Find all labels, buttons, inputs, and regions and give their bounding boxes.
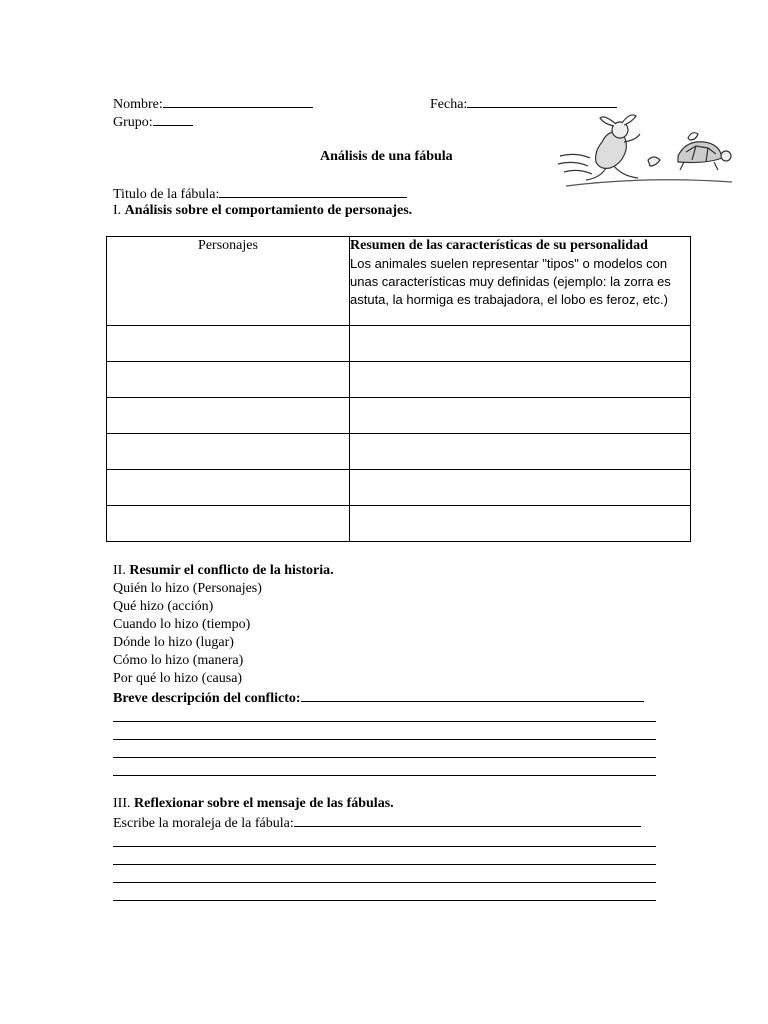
personaje-cell[interactable] <box>107 470 350 506</box>
col-resumen-description: Los animales suelen representar "tipos" o modelos con unas características muy definidas (ejemplo: la zorra es astuta, la hormiga es trabajadora, el lobo es feroz, etc.) <box>350 256 671 307</box>
grupo-blank[interactable] <box>153 112 193 126</box>
table-row <box>107 434 691 470</box>
section-2-item: Dónde lo hizo (lugar) <box>113 635 234 650</box>
resumen-cell[interactable] <box>350 326 691 362</box>
section-1-number: I. <box>113 203 122 218</box>
table-row <box>107 326 691 362</box>
section-1-heading <box>113 202 412 220</box>
titulo-blank[interactable] <box>219 184 407 198</box>
section-3-title: Reflexionar sobre el mensaje de las fábulas. <box>134 796 394 811</box>
section-2-item: Por qué lo hizo (causa) <box>113 671 243 686</box>
table-row <box>107 362 691 398</box>
personaje-cell[interactable] <box>107 434 350 470</box>
col-resumen-title: Resumen de las características de su personalidad <box>350 238 648 253</box>
resumen-cell[interactable] <box>350 362 691 398</box>
section-2-item: Cómo lo hizo (manera) <box>113 653 244 668</box>
table-row <box>107 506 691 542</box>
nombre-field[interactable] <box>113 94 313 114</box>
moraleja-label: Escribe la moraleja de la fábula: <box>113 816 294 831</box>
resumen-cell[interactable] <box>350 398 691 434</box>
moraleja-answer-line[interactable] <box>113 900 656 901</box>
moraleja-answer-line[interactable] <box>113 864 656 865</box>
section-2-title: Resumir el conflicto de la historia. <box>129 563 334 578</box>
hare-and-tortoise-race-illustration <box>556 112 736 190</box>
col-personajes-header: Personajes <box>107 237 350 326</box>
fecha-field[interactable] <box>430 94 617 114</box>
personaje-cell[interactable] <box>107 506 350 542</box>
section-2-heading <box>113 562 334 580</box>
conflict-description-label: Breve descripción del conflicto: <box>113 691 301 706</box>
grupo-field[interactable] <box>113 112 193 132</box>
conflict-answer-line[interactable] <box>113 775 656 776</box>
resumen-cell[interactable] <box>350 470 691 506</box>
section-2-item: Quién lo hizo (Personajes) <box>113 581 262 596</box>
section-1-title: Análisis sobre el comportamiento de personajes. <box>124 203 413 218</box>
table-row <box>107 470 691 506</box>
nombre-label: Nombre: <box>113 97 163 112</box>
resumen-cell[interactable] <box>350 506 691 542</box>
conflict-description-blank[interactable] <box>301 688 644 702</box>
table-header-row <box>107 237 691 326</box>
grupo-label: Grupo: <box>113 115 153 130</box>
personaje-cell[interactable] <box>107 326 350 362</box>
section-3-number: III. <box>113 796 131 811</box>
titulo-field[interactable] <box>113 184 407 204</box>
fecha-blank[interactable] <box>467 94 617 108</box>
section-2-number: II. <box>113 563 126 578</box>
conflict-answer-line[interactable] <box>113 739 656 740</box>
nombre-blank[interactable] <box>163 94 313 108</box>
section-2-item: Cuando lo hizo (tiempo) <box>113 617 251 632</box>
titulo-label: Titulo de la fábula: <box>113 187 220 202</box>
personaje-cell[interactable] <box>107 398 350 434</box>
page-title: Análisis de una fábula <box>320 149 453 164</box>
conflict-answer-line[interactable] <box>113 721 656 722</box>
moraleja-field[interactable] <box>113 813 641 833</box>
moraleja-answer-line[interactable] <box>113 882 656 883</box>
conflict-answer-line[interactable] <box>113 757 656 758</box>
resumen-cell[interactable] <box>350 434 691 470</box>
moraleja-blank[interactable] <box>294 813 641 827</box>
moraleja-answer-line[interactable] <box>113 846 656 847</box>
table-row <box>107 398 691 434</box>
conflict-description-field[interactable] <box>113 688 644 708</box>
section-2-item: Qué hizo (acción) <box>113 599 214 614</box>
section-3-heading <box>113 795 394 813</box>
characters-table <box>106 236 691 542</box>
personaje-cell[interactable] <box>107 362 350 398</box>
col-resumen-header <box>350 237 691 326</box>
fecha-label: Fecha: <box>430 97 468 112</box>
